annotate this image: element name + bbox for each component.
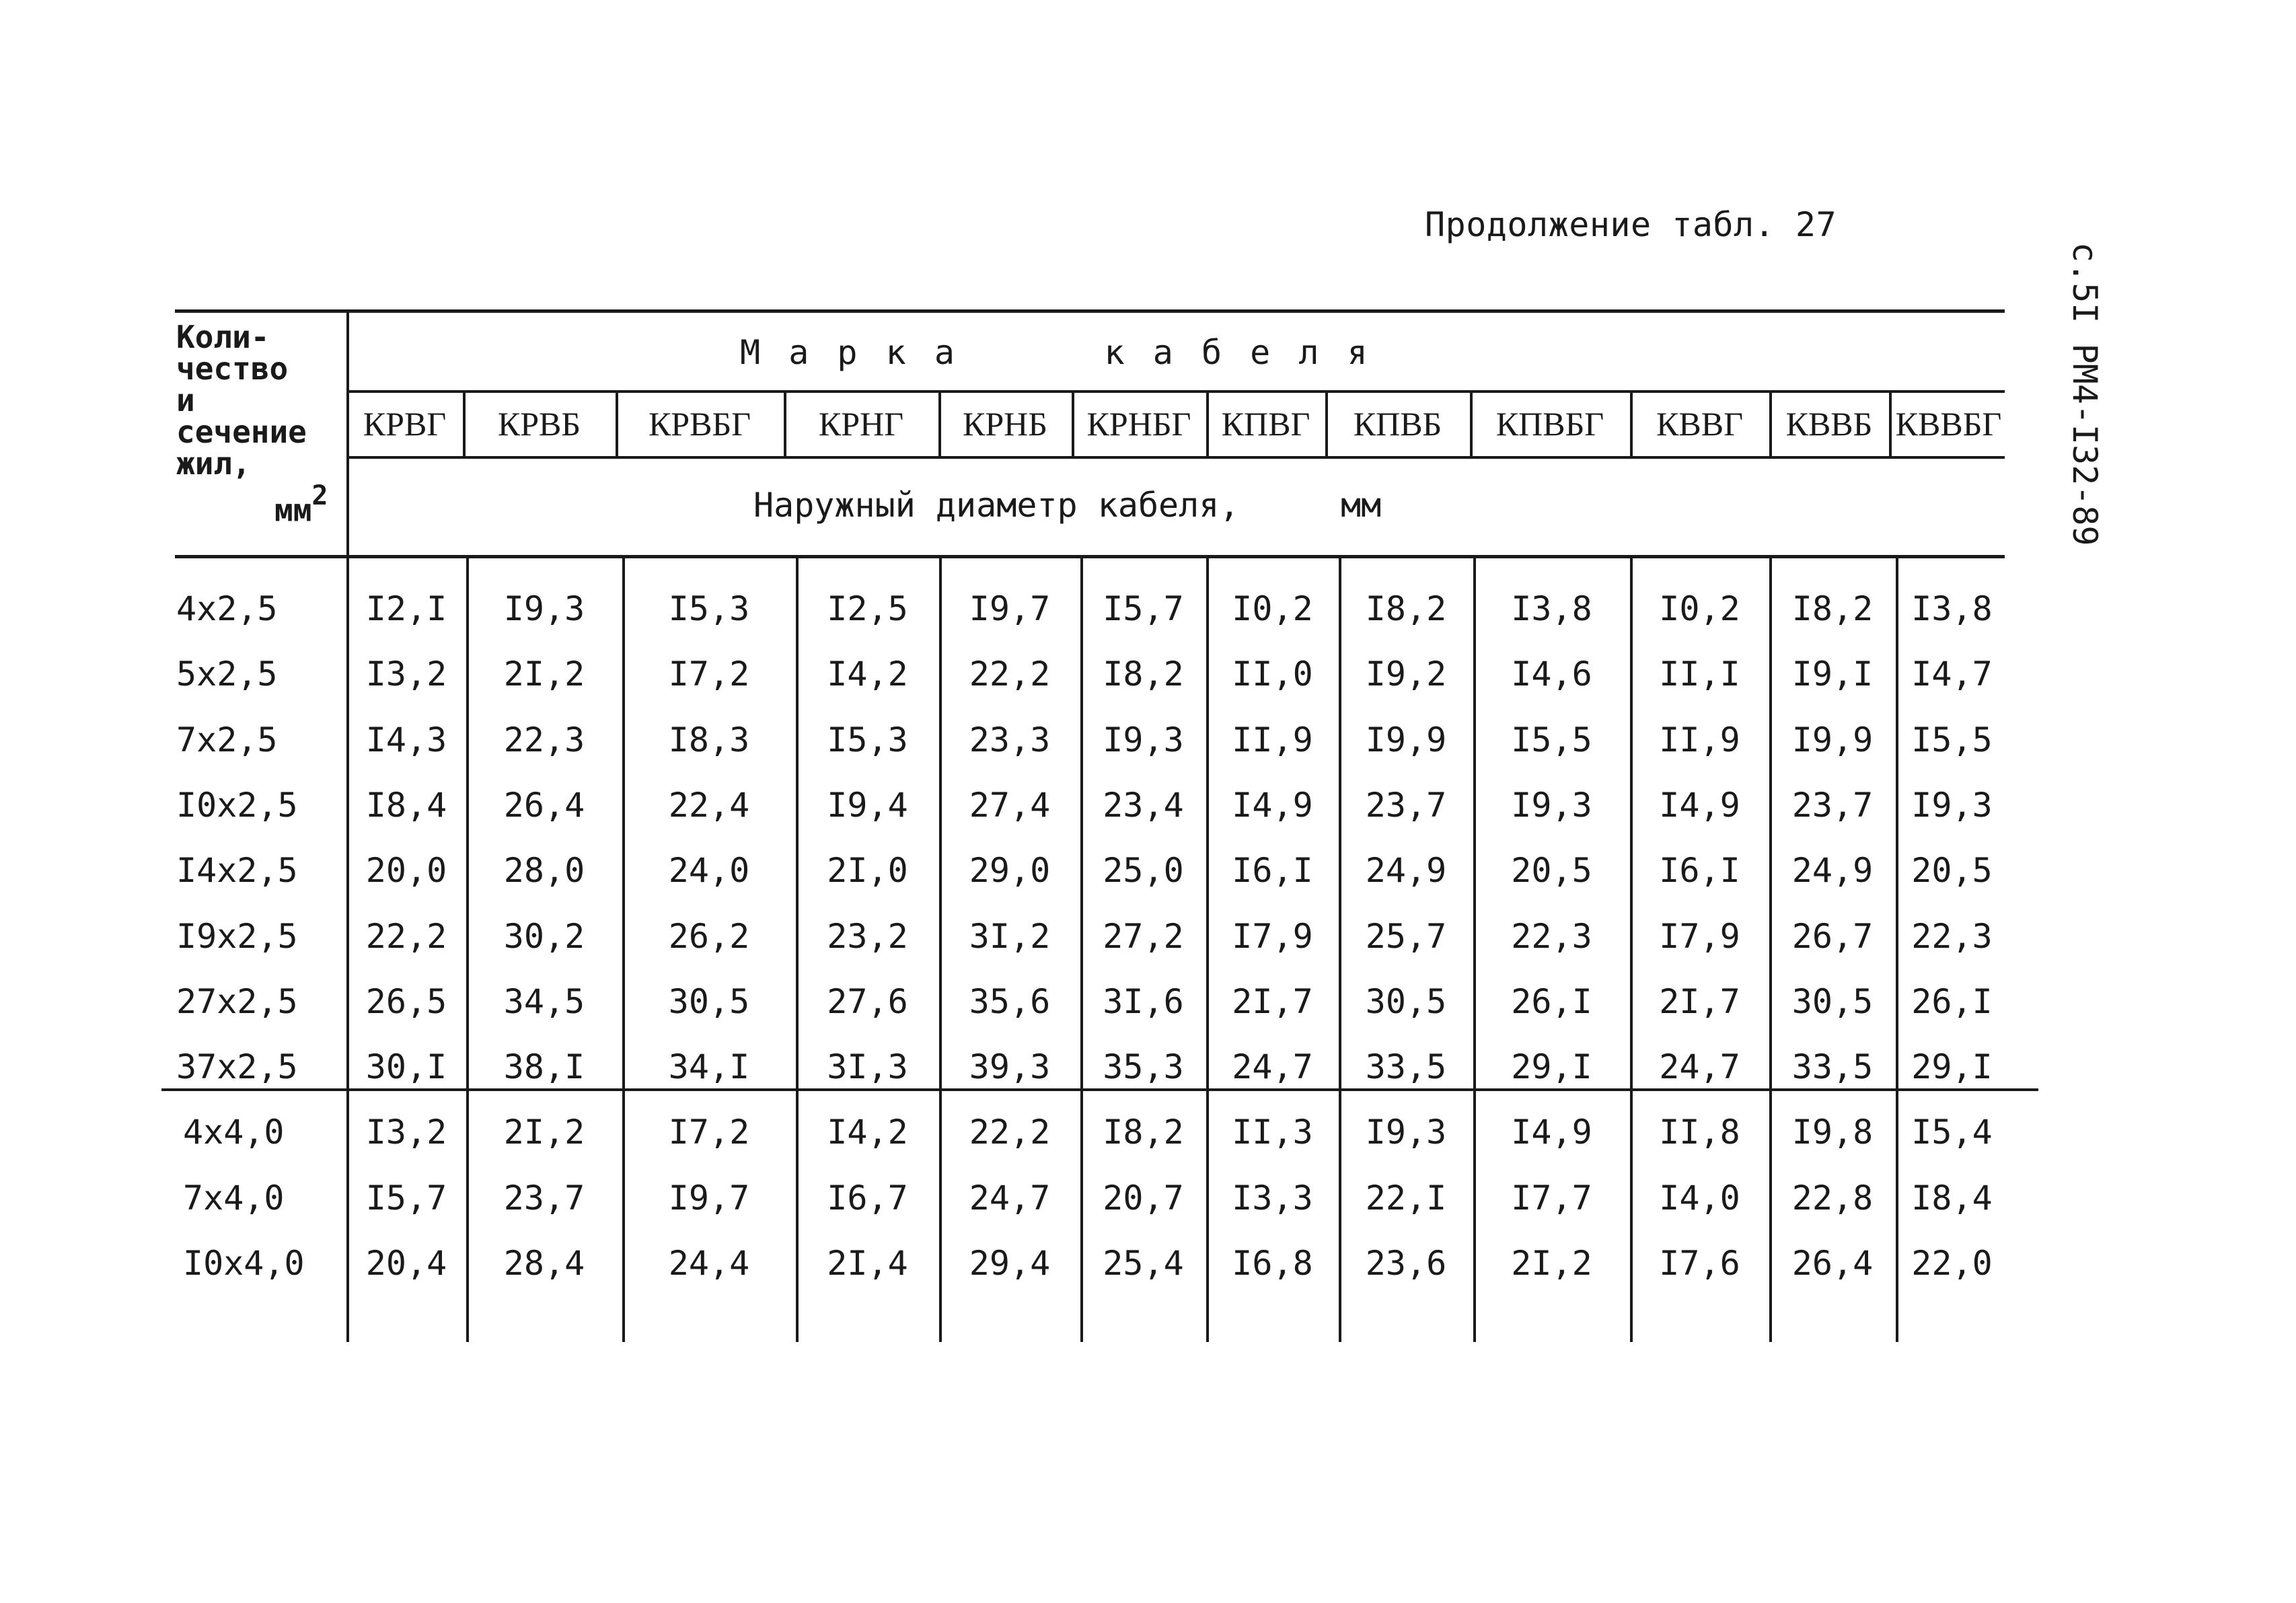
brand-column-header: КРВБГ: [648, 405, 751, 443]
table-cell: 24,4: [668, 1244, 750, 1283]
table-cell: 24,0: [668, 851, 750, 890]
row-label: I4х2,5: [176, 851, 298, 890]
brand-bottom-rule: [346, 456, 2005, 459]
table-cell: 26,4: [1791, 1244, 1874, 1283]
table-cell: 26,2: [668, 917, 750, 956]
table-cell: 20,4: [365, 1244, 447, 1283]
table-cell: 25,4: [1103, 1244, 1184, 1283]
table-cell: I8,2: [1365, 589, 1447, 628]
table-cell: I9,7: [969, 589, 1051, 628]
table-cell: 22,3: [1911, 917, 1993, 956]
table-cell: 3I,2: [969, 917, 1051, 956]
table-cell: I3,8: [1911, 589, 1993, 628]
table-cell: 2I,0: [827, 851, 908, 890]
table-caption: Продолжение табл. 27: [1425, 205, 1837, 244]
table-cell: I3,2: [365, 1113, 447, 1152]
table-cell: I9,7: [668, 1179, 750, 1218]
brand-column-header: КРНБ: [963, 405, 1047, 443]
table-cell: 26,I: [1911, 982, 1993, 1021]
table-cell: I4,7: [1911, 655, 1993, 694]
row-label: 7х2,5: [176, 720, 278, 759]
brand-column-header: КРВБ: [497, 405, 581, 443]
table-cell: 3I,3: [827, 1047, 908, 1086]
table-cell: 22,4: [668, 786, 750, 825]
brand-column-header: КРВГ: [363, 405, 447, 443]
table-cell: I9,9: [1365, 720, 1447, 759]
table-cell: I4,3: [365, 720, 447, 759]
table-cell: 23,6: [1365, 1244, 1447, 1283]
table-cell: I6,I: [1232, 851, 1313, 890]
table-cell: 34,I: [668, 1047, 750, 1086]
table-cell: 24,7: [1232, 1047, 1313, 1086]
table-cell: 24,9: [1791, 851, 1874, 890]
table-cell: I7,2: [668, 655, 750, 694]
table-cell: 26,7: [1791, 917, 1874, 956]
table-cell: 20,7: [1103, 1179, 1184, 1218]
table-cell: I2,I: [365, 589, 447, 628]
table-cell: I5,5: [1511, 720, 1592, 759]
table-cell: I6,I: [1659, 851, 1740, 890]
table-cell: 23,7: [503, 1179, 585, 1218]
table-cell: 27,4: [969, 786, 1051, 825]
table-cell: I4,9: [1511, 1113, 1592, 1152]
brand-column-header: КРНГ: [818, 405, 904, 443]
column-group-title: М а р к а к а б е л я: [740, 333, 1372, 372]
table-cell: I9,3: [1103, 720, 1184, 759]
row-label: I0х2,5: [176, 786, 298, 825]
table-cell: 20,5: [1911, 851, 1993, 890]
row-label: 4х4,0: [183, 1113, 285, 1152]
table-cell: I8,3: [668, 720, 750, 759]
table-cell: 22,2: [969, 1113, 1051, 1152]
table-cell: I3,2: [365, 655, 447, 694]
table-cell: 22,3: [503, 720, 585, 759]
table-cell: 23,4: [1103, 786, 1184, 825]
table-cell: 24,7: [969, 1179, 1051, 1218]
table-cell: 33,5: [1365, 1047, 1447, 1086]
table-cell: 34,5: [503, 982, 585, 1021]
table-cell: 22,0: [1911, 1244, 1993, 1283]
table-cell: 30,5: [668, 982, 750, 1021]
table-cell: I3,8: [1511, 589, 1592, 628]
measurement-subheader: Наружный диаметр кабеля, мм: [753, 486, 1382, 525]
table-top-rule: [175, 309, 2005, 313]
table-cell: 35,3: [1103, 1047, 1184, 1086]
table-cell: I7,2: [668, 1113, 750, 1152]
table-cell: I8,4: [1911, 1179, 1993, 1218]
table-cell: I5,3: [668, 589, 750, 628]
document-code: с.5I РМ4-I32-89: [2065, 242, 2104, 546]
table-cell: 22,2: [365, 917, 447, 956]
table-cell: I9,3: [503, 589, 585, 628]
table-cell: 30,5: [1365, 982, 1447, 1021]
table-cell: I4,9: [1659, 786, 1740, 825]
table-cell: I7,7: [1511, 1179, 1592, 1218]
table-cell: 27,6: [827, 982, 908, 1021]
table-cell: 28,0: [503, 851, 585, 890]
table-cell: 29,4: [969, 1244, 1051, 1283]
row-label: 37х2,5: [176, 1047, 298, 1086]
table-cell: 22,3: [1511, 917, 1592, 956]
table-cell: 30,I: [365, 1047, 447, 1086]
table-cell: I9,I: [1791, 655, 1874, 694]
table-cell: 25,0: [1103, 851, 1184, 890]
brand-column-header: КРНБГ: [1086, 405, 1191, 443]
table-cell: 2I,4: [827, 1244, 908, 1283]
table-cell: 2I,7: [1659, 982, 1740, 1021]
table-cell: I4,0: [1659, 1179, 1740, 1218]
table-cell: 38,I: [503, 1047, 585, 1086]
table-cell: 22,I: [1365, 1179, 1447, 1218]
table-cell: I9,9: [1791, 720, 1874, 759]
table-cell: 2I,2: [1511, 1244, 1592, 1283]
table-cell: 2I,2: [503, 655, 585, 694]
table-cell: 23,2: [827, 917, 908, 956]
table-cell: 26,5: [365, 982, 447, 1021]
table-cell: II,9: [1232, 720, 1313, 759]
table-cell: I6,7: [827, 1179, 908, 1218]
brand-column-header: КВВГ: [1656, 405, 1743, 443]
table-cell: I5,4: [1911, 1113, 1993, 1152]
table-cell: I3,3: [1232, 1179, 1313, 1218]
table-cell: 20,5: [1511, 851, 1592, 890]
row-header-title: Коли- чество и сечение жил,: [176, 319, 307, 482]
table-cell: I9,3: [1365, 1113, 1447, 1152]
table-cell: I6,8: [1232, 1244, 1313, 1283]
table-cell: 3I,6: [1103, 982, 1184, 1021]
row-label: I9х2,5: [176, 917, 298, 956]
row-label: 27х2,5: [176, 982, 298, 1021]
table-cell: I4,2: [827, 1113, 908, 1152]
table-cell: 25,7: [1365, 917, 1447, 956]
row-label: I0х4,0: [183, 1244, 305, 1283]
table-cell: 24,7: [1659, 1047, 1740, 1086]
table-cell: II,9: [1659, 720, 1740, 759]
table-cell: 24,9: [1365, 851, 1447, 890]
table-cell: I8,2: [1791, 589, 1874, 628]
table-cell: II,3: [1232, 1113, 1313, 1152]
table-cell: I9,4: [827, 786, 908, 825]
table-cell: 22,2: [969, 655, 1051, 694]
table-cell: 26,I: [1511, 982, 1592, 1021]
brand-column-header: КВВБ: [1785, 405, 1873, 443]
row-label: 5х2,5: [176, 655, 278, 694]
table-cell: I5,7: [1103, 589, 1184, 628]
table-cell: 26,4: [503, 786, 585, 825]
brand-column-header: КПВБ: [1353, 405, 1442, 443]
table-cell: I5,3: [827, 720, 908, 759]
table-cell: 23,3: [969, 720, 1051, 759]
table-cell: I5,5: [1911, 720, 1993, 759]
table-cell: 20,0: [365, 851, 447, 890]
table-cell: I4,6: [1511, 655, 1592, 694]
brand-column-header: КВВБГ: [1895, 405, 2002, 443]
table-cell: I9,2: [1365, 655, 1447, 694]
table-cell: 2I,7: [1232, 982, 1313, 1021]
table-cell: 2I,2: [503, 1113, 585, 1152]
table-cell: I5,7: [365, 1179, 447, 1218]
table-cell: I9,3: [1911, 786, 1993, 825]
table-cell: 23,7: [1791, 786, 1874, 825]
table-cell: 27,2: [1103, 917, 1184, 956]
table-cell: I8,2: [1103, 1113, 1184, 1152]
table-cell: I9,8: [1791, 1113, 1874, 1152]
table-cell: 22,8: [1791, 1179, 1874, 1218]
table-cell: 29,I: [1511, 1047, 1592, 1086]
table-cell: I9,3: [1511, 786, 1592, 825]
table-cell: I8,2: [1103, 655, 1184, 694]
brand-column-header: КПВБГ: [1495, 405, 1604, 443]
header-bottom-rule: [175, 555, 2005, 558]
table-cell: 23,7: [1365, 786, 1447, 825]
table-cell: I8,4: [365, 786, 447, 825]
table-cell: I7,9: [1659, 917, 1740, 956]
table-cell: 30,2: [503, 917, 585, 956]
table-cell: I7,6: [1659, 1244, 1740, 1283]
table-cell: I4,2: [827, 655, 908, 694]
table-cell: I4,9: [1232, 786, 1313, 825]
table-cell: I0,2: [1232, 589, 1313, 628]
table-cell: I2,5: [827, 589, 908, 628]
table-cell: 30,5: [1791, 982, 1874, 1021]
table-cell: II,8: [1659, 1113, 1740, 1152]
table-cell: 29,0: [969, 851, 1051, 890]
table-cell: I0,2: [1659, 589, 1740, 628]
row-label: 7х4,0: [183, 1179, 285, 1218]
row-header-unit: $мм^2$: [274, 480, 328, 529]
brand-column-header: КПВГ: [1221, 405, 1310, 443]
brand-top-rule: [346, 390, 2005, 393]
table-cell: 33,5: [1791, 1047, 1874, 1086]
table-cell: II,I: [1659, 655, 1740, 694]
table-cell: I7,9: [1232, 917, 1313, 956]
table-cell: 28,4: [503, 1244, 585, 1283]
table-cell: II,0: [1232, 655, 1313, 694]
table-cell: 39,3: [969, 1047, 1051, 1086]
row-label: 4х2,5: [176, 589, 278, 628]
table-cell: 35,6: [969, 982, 1051, 1021]
table-cell: 29,I: [1911, 1047, 1993, 1086]
